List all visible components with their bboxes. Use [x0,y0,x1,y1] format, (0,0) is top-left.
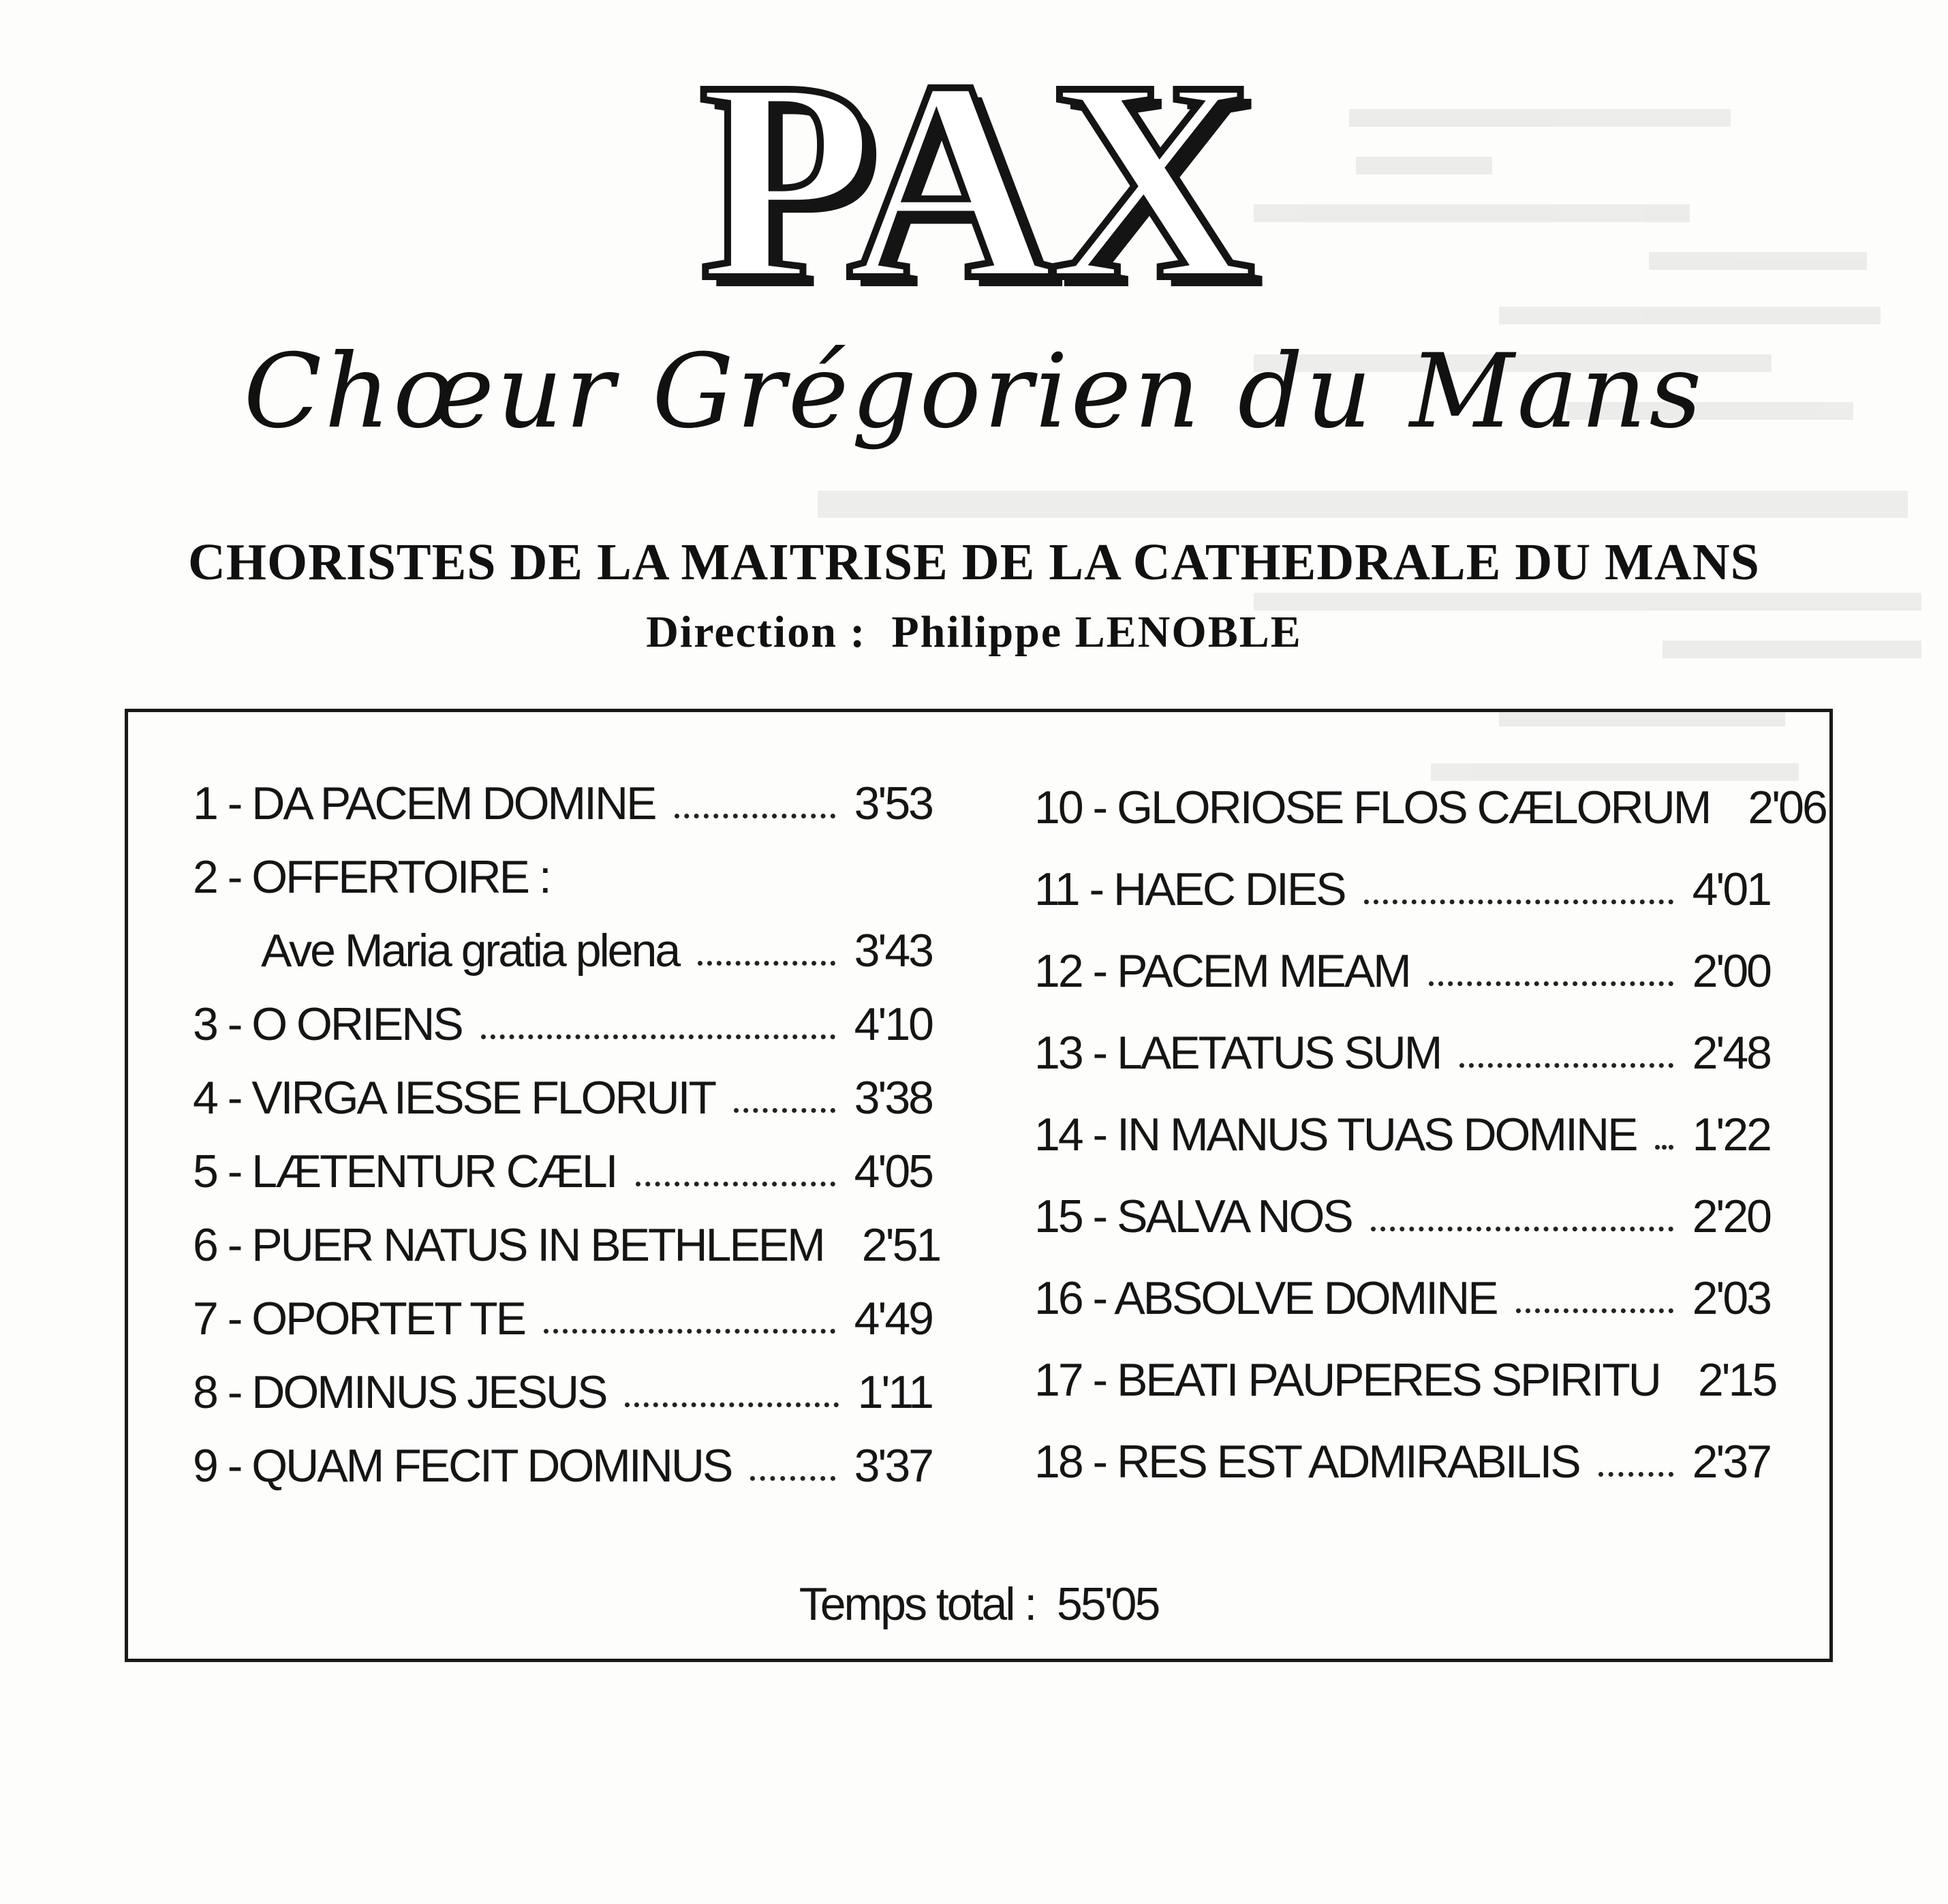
track-title: 3 - O ORIENS [193,998,462,1050]
track-row [193,1061,932,1135]
ensemble-subtitle: CHORISTES DE LA MAITRISE DE LA CATHEDRALE DU MANS [188,534,1760,591]
track-row [1034,848,1770,930]
track-title: 12 - PACEM MEAM [1034,945,1410,997]
track-row [193,1355,932,1429]
track-duration: 2'51 [861,1219,940,1271]
track-row [1034,1012,1770,1094]
track-title: 9 - QUAM FECIT DOMINUS [193,1440,732,1492]
dot-leader [544,1329,835,1334]
track-duration: 4'01 [1692,863,1770,915]
total-time [128,1578,1829,1631]
track-title: 17 - BEATI PAUPERES SPIRITU [1034,1354,1660,1406]
dot-leader [698,961,835,966]
dot-leader [1364,900,1673,904]
track-row [193,767,932,840]
dot-leader [1429,981,1673,986]
track-title: 4 - VIRGA IESSE FLORUIT [193,1072,715,1124]
track-title: 8 - DOMINUS JESUS [193,1366,606,1418]
track-row [1034,1176,1770,1257]
track-duration: 3'38 [854,1072,932,1124]
track-row [1034,1094,1770,1176]
track-title: 15 - SALVA NOS [1034,1191,1352,1242]
direction-line [0,605,1948,660]
dot-leader [1655,1145,1673,1150]
track-duration: 4'10 [854,998,932,1050]
track-title: 11 - HAEC DIES [1034,863,1345,915]
track-row [1034,1257,1770,1339]
dot-leader [625,1402,838,1407]
dot-leader [1459,1063,1673,1068]
track-title: 1 - DA PACEM DOMINE [193,778,655,829]
track-duration: 3'43 [854,925,932,977]
track-title: 13 - LAETATUS SUM [1034,1027,1441,1079]
track-row [193,1282,932,1355]
track-duration: 4'05 [854,1146,932,1197]
track-duration: 2'03 [1692,1272,1770,1324]
dot-leader [1598,1472,1673,1477]
dot-leader [1516,1308,1673,1313]
track-title: 6 - PUER NATUS IN BETHLEEM [193,1219,824,1271]
dot-leader [481,1034,835,1039]
track-row [193,987,932,1061]
dot-leader [750,1476,835,1481]
tracklist-right-column [1034,767,1826,1503]
album-title: PAX [698,22,1250,339]
track-title: 2 - OFFERTOIRE : [193,851,550,903]
track-duration: 1'22 [1692,1109,1770,1161]
track-duration: 2'48 [1692,1027,1770,1079]
total-time-value: 55'05 [1057,1578,1159,1630]
track-title: 18 - RES EST ADMIRABILIS [1034,1436,1579,1488]
track-row [1034,930,1770,1012]
track-duration: 4'49 [854,1293,932,1345]
track-duration: 2'06 [1748,782,1826,833]
track-title: 16 - ABSOLVE DOMINE [1034,1272,1497,1324]
track-duration: 2'00 [1692,945,1770,997]
track-duration: 3'53 [854,778,932,829]
track-row [193,840,932,914]
track-title: 7 - OPORTET TE [193,1293,525,1345]
track-row [193,1429,932,1503]
track-title: 10 - GLORIOSE FLOS CÆLORUM [1034,782,1710,833]
track-row [193,1135,932,1208]
track-row [193,914,932,987]
tracklist-left-column [193,767,940,1503]
dot-leader [675,814,835,818]
tracklist-box [125,709,1833,1662]
track-title: 5 - LÆTENTUR CÆLI [193,1146,617,1197]
track-row [1034,1339,1776,1421]
track-row [1034,767,1826,848]
dot-leader [1371,1227,1673,1231]
total-time-label: Temps total : [799,1578,1036,1630]
track-row [1034,1421,1770,1503]
director-name: Philippe LENOBLE [891,607,1302,657]
track-duration: 2'37 [1692,1436,1770,1488]
track-duration: 3'37 [854,1440,932,1492]
track-title: Ave Maria gratia plena [261,925,679,977]
track-duration: 2'20 [1692,1191,1770,1242]
track-duration: 2'15 [1697,1354,1776,1406]
dot-leader [636,1182,835,1186]
choir-name: Chœur Grégorien du Mans [243,333,1705,451]
direction-label: Direction : [646,607,867,657]
dot-leader [734,1108,835,1113]
track-row [193,1208,940,1282]
track-title: 14 - IN MANUS TUAS DOMINE [1034,1109,1637,1161]
track-duration: 1'11 [857,1366,932,1418]
